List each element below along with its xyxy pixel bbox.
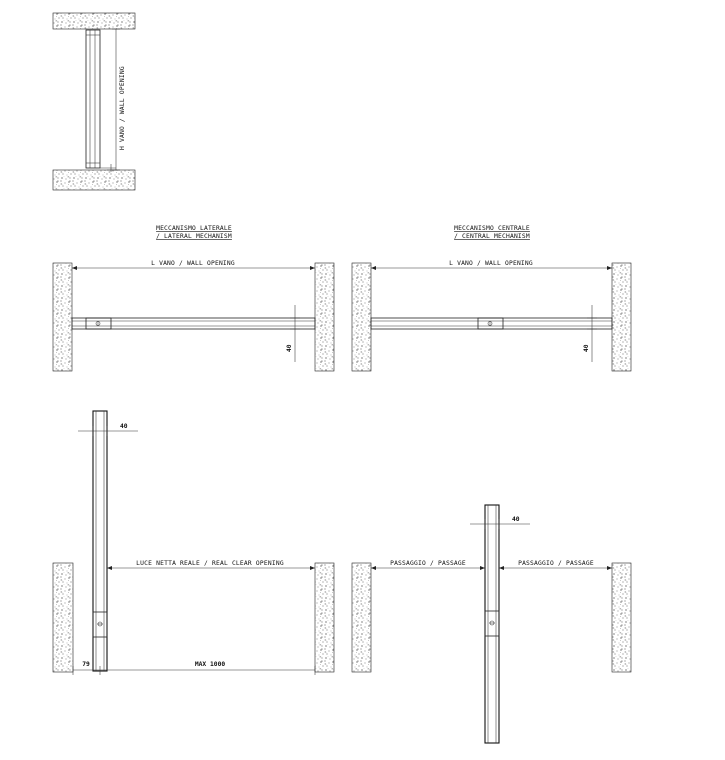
thickness-label-rotated: 40 [120,423,128,430]
right-wall [315,563,334,672]
door-leaf-rotated [93,411,107,671]
max-width-label: MAX 1000 [194,661,226,668]
floor-slab [53,170,135,190]
right-wall [612,263,631,371]
lateral-mechanism-view [53,225,334,371]
central-title-it: MECCANISMO CENTRALE [454,225,530,232]
thickness-label-lateral: 40 [286,344,293,352]
passage-right-label: PASSAGGIO / PASSAGE [518,560,594,567]
lateral-open-view [53,411,334,675]
right-wall [612,563,631,672]
central-title-en: / CENTRAL MECHANISM [454,233,530,240]
right-wall [315,263,334,371]
left-wall [53,563,73,672]
central-mechanism-box [485,611,499,636]
lateral-title-en: / LATERAL MECHANISM [156,233,232,240]
offset-79-label: 79 [82,661,90,668]
lateral-mechanism-box [93,612,107,637]
left-wall [352,563,371,672]
height-dimension-label: H VANO / WALL OPENING [119,66,126,150]
left-wall [352,263,371,371]
passage-left-label: PASSAGGIO / PASSAGE [390,560,466,567]
clear-opening-label: LUCE NETTA REALE / REAL CLEAR OPENING [136,560,284,567]
lateral-title-it: MECCANISMO LATERALE [156,225,232,232]
door-leaf-plan [371,318,612,329]
door-leaf-rotated [485,505,499,743]
left-wall [53,263,72,371]
central-mechanism-box [478,318,503,329]
height-section-view [53,13,135,190]
thickness-label-central-rotated: 40 [512,516,520,523]
ceiling-slab [53,13,135,29]
door-leaf-side [86,30,100,168]
lateral-mechanism-box [86,318,111,329]
door-leaf-plan [72,318,315,329]
central-open-view [352,505,631,743]
width-dimension-label-central: L VANO / WALL OPENING [449,260,533,267]
thickness-label-central: 40 [583,344,590,352]
central-mechanism-view [352,225,631,371]
width-dimension-label-lateral: L VANO / WALL OPENING [151,260,235,267]
